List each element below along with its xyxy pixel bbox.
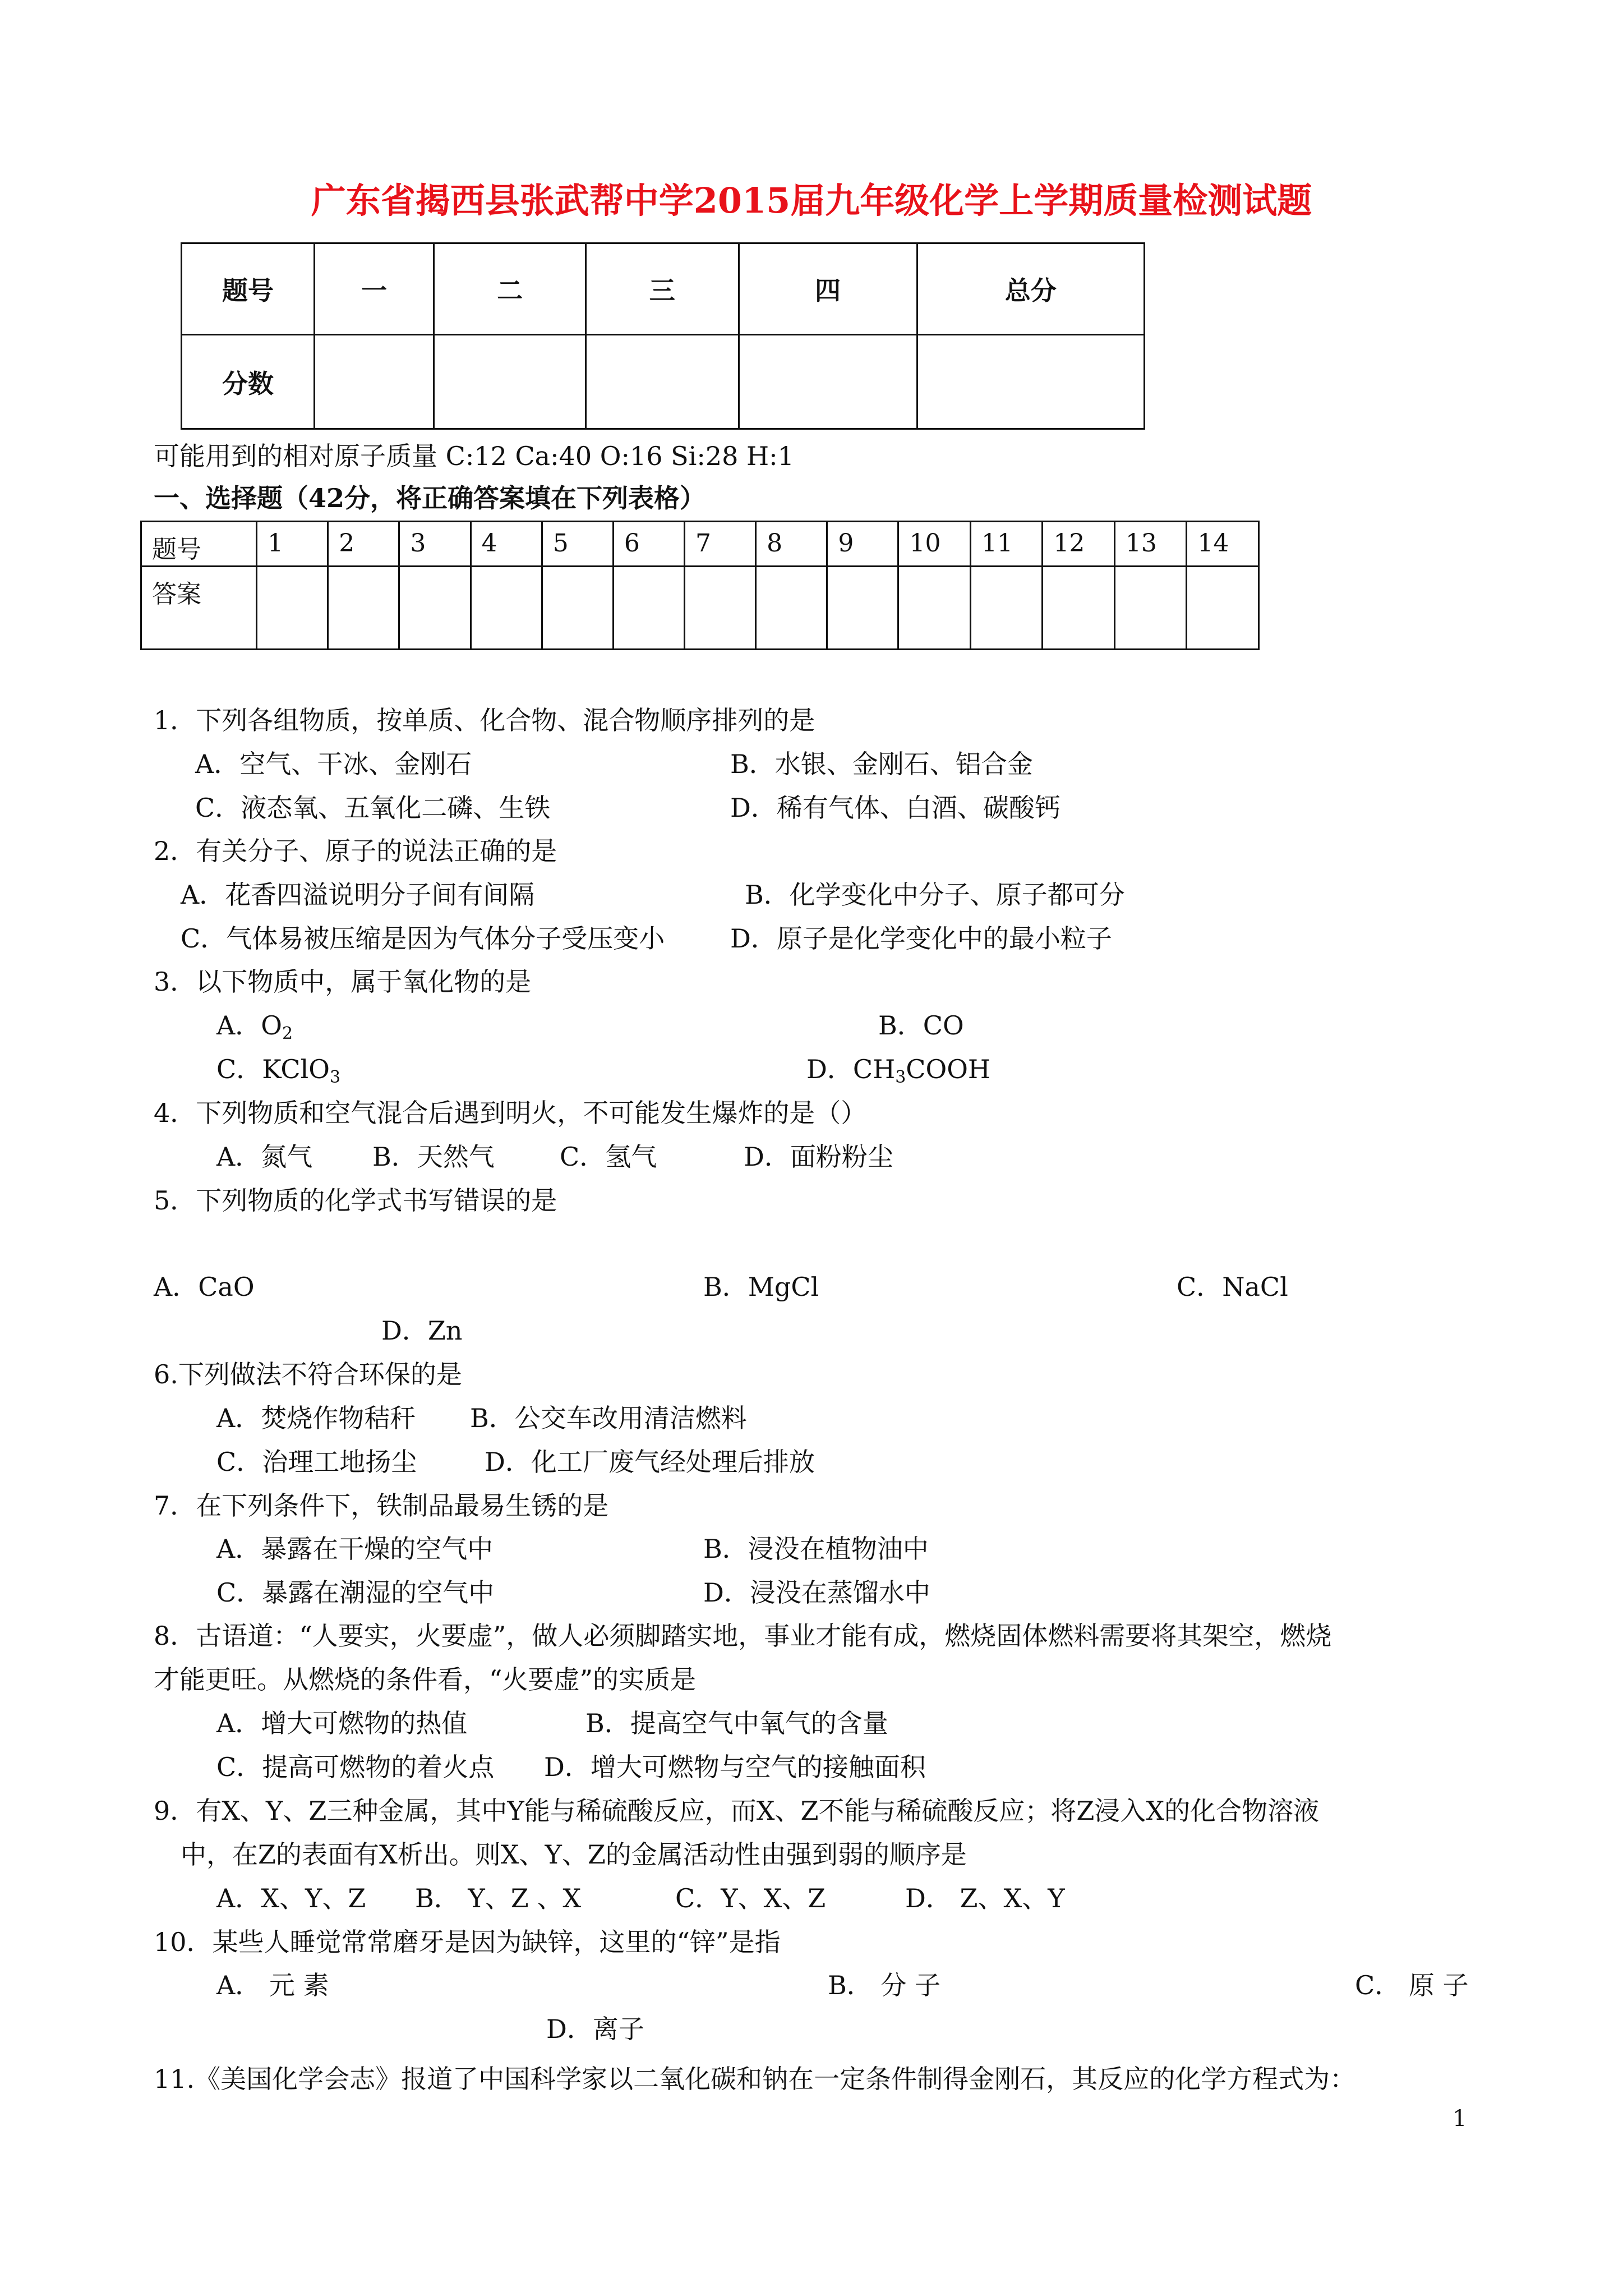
answer-cell[interactable]	[328, 567, 399, 650]
question-3-option-b: B．CO	[878, 1010, 964, 1041]
question-10-option-d: D．离子	[546, 2014, 644, 2044]
answer-number: 10	[898, 522, 970, 567]
answer-cell[interactable]	[685, 567, 756, 650]
question-2-option-d: D．原子是化学变化中的最小粒子	[730, 923, 1112, 954]
question-7-option-b: B．浸没在植物油中	[703, 1534, 929, 1564]
question-1-option-a: A．空气、干冰、金刚石	[195, 749, 472, 779]
page-number: 1	[1453, 2106, 1467, 2132]
score-cell[interactable]	[315, 335, 434, 429]
section-1-heading: 一、选择题（42分，将正确答案填在下列表格）	[154, 483, 706, 513]
answer-cell[interactable]	[898, 567, 970, 650]
question-2-stem: 2．有关分子、原子的说法正确的是	[154, 836, 557, 866]
question-10-option-c: C． 原 子	[1355, 1970, 1469, 2000]
answer-number: 14	[1187, 522, 1259, 567]
question-9-stem: 9．有X、Y、Z三种金属，其中Y能与稀硫酸反应，而X、Z不能与稀硫酸反应；将Z浸入X的化合物溶液	[154, 1796, 1320, 1826]
answer-number: 4	[471, 522, 542, 567]
question-7-option-a: A．暴露在干燥的空气中	[216, 1534, 494, 1564]
score-header-cell: 三	[585, 243, 739, 335]
question-1-option-b: B．水银、金刚石、铝合金	[730, 749, 1033, 779]
answer-cell[interactable]	[1187, 567, 1259, 650]
question-8-option-d: D．增大可燃物与空气的接触面积	[544, 1752, 926, 1782]
score-cell[interactable]	[739, 335, 917, 429]
answer-number: 8	[756, 522, 827, 567]
question-1-option-d: D．稀有气体、白酒、碳酸钙	[730, 793, 1061, 823]
question-1-option-c: C．液态氧、五氧化二磷、生铁	[195, 793, 551, 823]
score-cell[interactable]	[585, 335, 739, 429]
question-8-option-c: C．提高可燃物的着火点	[216, 1752, 495, 1782]
question-11-stem: 11.《美国化学会志》报道了中国科学家以二氧化碳和钠在一定条件制得金刚石，其反应的化学方程式为：	[154, 2064, 1356, 2094]
answer-cell[interactable]	[756, 567, 827, 650]
question-6-option-d: D．化工厂废气经处理后排放	[485, 1447, 815, 1477]
question-8-option-a: A．增大可燃物的热值	[216, 1708, 468, 1738]
question-10-option-b: B． 分 子	[828, 1970, 941, 2000]
question-3-option-c: C．KClO$_3$	[216, 1054, 341, 1087]
score-header-cell: 二	[434, 243, 586, 335]
question-7-option-c: C．暴露在潮湿的空气中	[216, 1577, 495, 1608]
answer-cell[interactable]	[257, 567, 328, 650]
answer-cell[interactable]	[827, 567, 898, 650]
answer-table	[140, 521, 1260, 650]
question-2-option-c: C．气体易被压缩是因为气体分子受压变小	[181, 923, 665, 954]
score-table	[181, 242, 1145, 430]
page-title: 广东省揭西县张武帮中学2015届九年级化学上学期质量检测试题	[311, 180, 1312, 221]
score-row-label: 分数	[182, 335, 315, 429]
question-2-option-a: A．花香四溢说明分子间有间隔	[181, 880, 535, 910]
answer-number: 11	[970, 522, 1042, 567]
question-4-option-d: D．面粉粉尘	[744, 1142, 893, 1172]
answer-number: 5	[542, 522, 613, 567]
atomic-mass-line: 可能用到的相对原子质量 C:12 Ca:40 O:16 Si:28 H:1	[154, 441, 794, 471]
answer-cell[interactable]	[1114, 567, 1186, 650]
question-6-option-b: B．公交车改用清洁燃料	[470, 1403, 747, 1433]
question-9-option-c: C．Y、X、Z	[675, 1883, 826, 1913]
question-8-stem-cont: 才能更旺。从燃烧的条件看，“火要虚”的实质是	[154, 1664, 697, 1695]
question-4-option-a: A．氮气	[216, 1142, 313, 1172]
question-9-option-a: A．X、Y、Z	[216, 1883, 366, 1913]
question-5-option-a: A．CaO	[154, 1272, 255, 1302]
score-header-cell: 题号	[182, 243, 315, 335]
question-7-option-d: D．浸没在蒸馏水中	[703, 1577, 930, 1608]
score-header-cell: 总分	[917, 243, 1144, 335]
answer-number: 2	[328, 522, 399, 567]
question-5-option-c: C．NaCl	[1177, 1272, 1288, 1302]
score-cell[interactable]	[917, 335, 1144, 429]
question-8-stem: 8．古语道：“人要实，火要虚”，做人必须脚踏实地，事业才能有成，燃烧固体燃料需要将其架空，燃烧	[154, 1621, 1332, 1651]
question-10-stem: 10．某些人睡觉常常磨牙是因为缺锌，这里的“锌”是指	[154, 1927, 781, 1957]
question-3-option-a: A．$O_2$	[216, 1010, 293, 1043]
question-6-stem: 6.下列做法不符合环保的是	[154, 1359, 462, 1389]
question-5-option-b: B．MgCl	[703, 1272, 819, 1302]
answer-cell[interactable]	[970, 567, 1042, 650]
answer-number: 7	[685, 522, 756, 567]
answer-number: 6	[613, 522, 684, 567]
answer-cell[interactable]	[1043, 567, 1114, 650]
answer-number: 3	[399, 522, 471, 567]
score-cell[interactable]	[434, 335, 586, 429]
answer-cell[interactable]	[613, 567, 684, 650]
question-4-option-b: B．天然气	[372, 1142, 495, 1172]
question-4-option-c: C．氢气	[560, 1142, 657, 1172]
question-6-option-a: A．焚烧作物秸秆	[216, 1403, 416, 1433]
question-3-stem: 3．以下物质中，属于氧化物的是	[154, 967, 532, 997]
question-9-stem-cont: 中，在Z的表面有X析出。则X、Y、Z的金属活动性由强到弱的顺序是	[181, 1839, 967, 1870]
question-8-option-b: B．提高空气中氧气的含量	[585, 1708, 888, 1738]
score-header-cell: 四	[739, 243, 917, 335]
question-10-option-a: A． 元 素	[216, 1970, 329, 2000]
answer-cell[interactable]	[542, 567, 613, 650]
question-5-stem: 5．下列物质的化学式书写错误的是	[154, 1185, 557, 1216]
score-header-cell: 一	[315, 243, 434, 335]
answer-number: 13	[1114, 522, 1186, 567]
question-2-option-b: B．化学变化中分子、原子都可分	[745, 880, 1125, 910]
answer-number: 9	[827, 522, 898, 567]
question-5-option-d: D．Zn	[381, 1315, 463, 1346]
answer-cell[interactable]	[471, 567, 542, 650]
question-6-option-c: C．治理工地扬尘	[216, 1447, 417, 1477]
answer-header-label: 题号	[141, 522, 257, 567]
question-7-stem: 7．在下列条件下，铁制品最易生锈的是	[154, 1490, 609, 1521]
question-1-stem: 1．下列各组物质，按单质、化合物、混合物顺序排列的是	[154, 705, 815, 735]
answer-row-label: 答案	[141, 567, 257, 650]
question-4-stem: 4．下列物质和空气混合后遇到明火，不可能发生爆炸的是（）	[154, 1098, 867, 1128]
question-9-option-d: D． Z、X、Y	[905, 1883, 1065, 1913]
question-9-option-b: B． Y、Z 、X	[415, 1883, 582, 1913]
answer-number: 12	[1043, 522, 1114, 567]
question-3-option-d: D．$CH_3COOH$	[806, 1054, 991, 1087]
answer-number: 1	[257, 522, 328, 567]
answer-cell[interactable]	[399, 567, 471, 650]
